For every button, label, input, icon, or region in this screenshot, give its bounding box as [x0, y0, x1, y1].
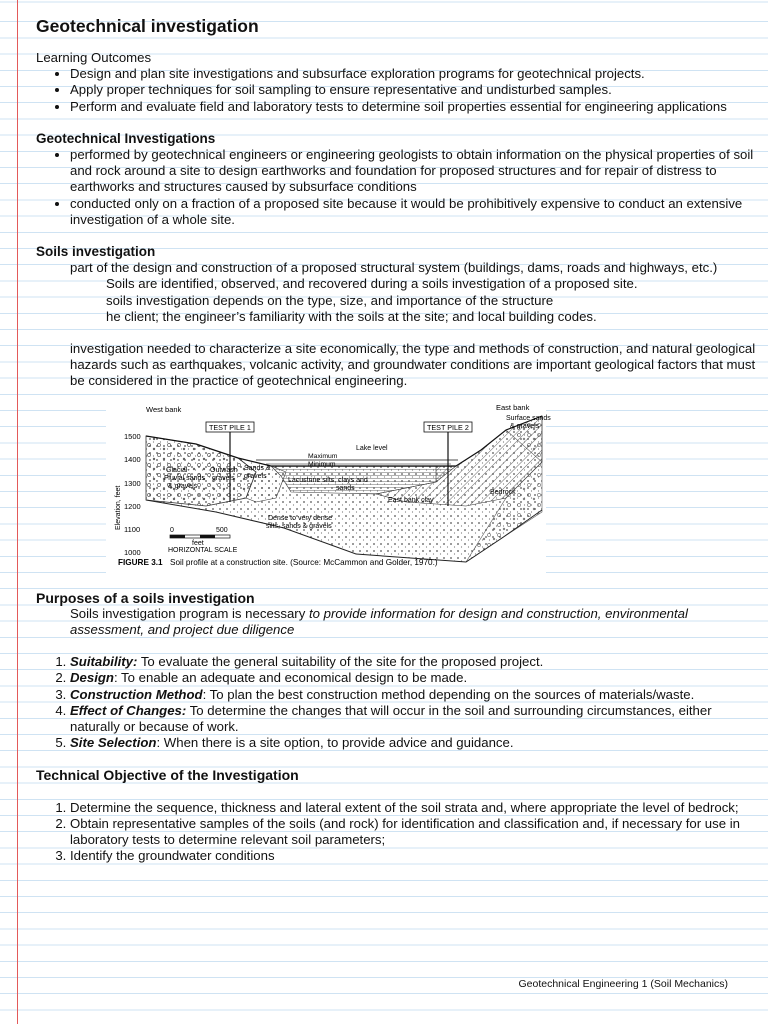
list-item: 1. Determine the sequence, thickness and lateral extent of the soil strata and, where appropriate the level of bedrock; — [70, 800, 756, 816]
sands-gravels-label: gravels — [244, 472, 267, 480]
purposes-intro-italic: to provide information for design and construction, environmental assessment, and project due diligence — [70, 605, 688, 638]
glacial-label: Glacial- — [166, 466, 190, 474]
geotechnical-investigations-list — [36, 147, 756, 228]
list-item: 3. Identify the groundwater conditions — [70, 848, 756, 864]
surface-label: Surface sands — [506, 414, 551, 422]
outwash-label: gravels — [212, 474, 235, 482]
soils-investigation-paragraph: investigation needed to characterize a site economically, the type and methods of construction, and natural geological hazards such as earthquakes, volcanic activity, and groundwater conditions are important geological factors that must be considered in the practice of geotechnical engineering. — [70, 341, 756, 389]
purposes-intro-plain: Soils investigation program is necessary — [70, 605, 309, 621]
list-item: • conducted only on a fraction of a proposed site because it would be prohibitively expensive to conduct an extensive investigation of a whole site. — [70, 196, 756, 228]
east-bank-clay-label: East bank clay — [388, 496, 434, 504]
list-item — [70, 703, 756, 735]
list-item: • Perform and evaluate field and laboratory tests to determine soil properties essential for engineering applications — [70, 99, 756, 115]
soil-profile-figure — [106, 402, 551, 574]
scale-label: HORIZONTAL SCALE — [168, 546, 238, 554]
soils-investigation-line: soils investigation depends on the type, size, and importance of the structure — [106, 292, 554, 308]
y-tick-label: 1100 — [124, 524, 141, 534]
soils-investigation-line: Soils are identified, observed, and recovered during a soils investigation of a proposed site. — [106, 276, 638, 292]
y-tick-label: 1300 — [124, 478, 141, 488]
dense-label: silts, sands & gravels — [266, 522, 332, 530]
purposes-intro — [70, 606, 756, 638]
y-axis-label: Elevation, feet — [115, 485, 122, 530]
scale-unit: feet — [192, 539, 204, 547]
item-text: : To plan the best construction method depending on the sources of materials/waste. — [202, 686, 695, 702]
item-term: Effect of Changes: — [70, 702, 187, 718]
soil-profile-diagram — [106, 402, 551, 574]
figure-caption-text: Soil profile at a construction site. (Source: McCammon and Golder, 1970.) — [170, 557, 438, 567]
list-item — [70, 654, 756, 670]
document-page — [36, 14, 756, 865]
test-pile-1-label: TEST PILE 1 — [209, 422, 251, 432]
list-item: • performed by geotechnical engineers or engineering geologists to obtain information on the physical properties of soil and rock around a site to design earthworks and foundation for proposed structures and for repair of distress to earthworks and structures caused by subsurface conditions — [70, 147, 756, 196]
technical-objective-list — [36, 800, 756, 865]
scale-zero: 0 — [170, 526, 174, 534]
y-tick-label: 1500 — [124, 431, 141, 441]
dense-label: Dense to very dense — [268, 514, 333, 522]
list-item — [70, 687, 756, 703]
y-tick-label: 1000 — [124, 547, 141, 557]
minimum-label: Minimum — [308, 460, 336, 468]
lacustrine-label: Lacustrine silts, clays and — [288, 476, 368, 484]
lacustrine-label: sands — [336, 484, 355, 492]
geotechnical-investigations-heading: Geotechnical Investigations — [36, 130, 216, 146]
learning-outcomes-list — [36, 66, 756, 115]
soils-investigation-line: he client; the engineer’s familiarity with the soils at the site; and local building codes. — [106, 308, 597, 324]
item-term: Site Selection — [70, 735, 157, 751]
y-tick-label: 1200 — [124, 501, 141, 511]
item-text: : To enable an adequate and economical design to be made. — [113, 670, 468, 686]
item-term: Construction Method — [70, 686, 203, 702]
item-text: : When there is a site option, to provide advice and guidance. — [156, 735, 514, 751]
technical-objective-heading: Technical Objective of the Investigation — [36, 767, 299, 784]
purposes-heading: Purposes of a soils investigation — [36, 589, 255, 606]
purposes-list — [36, 654, 756, 751]
scale-500: 500 — [216, 526, 228, 534]
list-item: • Apply proper techniques for soil sampling to ensure representative and undisturbed samples. — [70, 82, 756, 98]
list-item — [70, 670, 756, 686]
glacial-label: Fluvial sands — [164, 474, 205, 482]
glacial-label: & gravels — [168, 482, 198, 490]
page-title: Geotechnical investigation — [36, 16, 259, 36]
list-item: • Design and plan site investigations and subsurface exploration programs for geotechnical projects. — [70, 66, 756, 82]
item-text: To determine the changes that will occur in the soil and surrounding circumstances, either naturally or because of work. — [70, 702, 712, 735]
sands-gravels-label: Sands & — [244, 464, 271, 472]
surface-label: & gravels — [510, 422, 540, 430]
soils-investigation-intro: part of the design and construction of a proposed structural system (buildings, dams, roads and highways, etc.) — [70, 260, 718, 276]
list-item — [70, 735, 756, 751]
notebook-margin-line — [17, 0, 18, 1024]
outwash-label: Outwash — [210, 466, 238, 474]
item-term: Suitability: — [70, 654, 138, 670]
bedrock-label: Bedrock — [490, 488, 516, 496]
list-item: 2. Obtain representative samples of the soils (and rock) for identification and classification and, if necessary for use in laboratory tests to determine relevant soil parameters; — [70, 816, 756, 848]
soils-investigation-heading: Soils investigation — [36, 244, 156, 260]
learning-outcomes-heading: Learning Outcomes — [36, 50, 152, 65]
page-footer: Geotechnical Engineering 1 (Soil Mechanics) — [518, 978, 728, 990]
item-text: To evaluate the general suitability of the site for the proposed project. — [137, 654, 544, 670]
lake-level-label: Lake level — [356, 444, 388, 452]
maximum-label: Maximum — [308, 452, 338, 460]
west-bank-label: West bank — [146, 404, 182, 414]
figure-caption-label: FIGURE 3.1 — [118, 557, 163, 567]
east-bank-label: East bank — [496, 402, 530, 412]
y-tick-label: 1400 — [124, 454, 141, 464]
item-term: Design — [70, 670, 114, 686]
test-pile-2-label: TEST PILE 2 — [427, 422, 469, 432]
